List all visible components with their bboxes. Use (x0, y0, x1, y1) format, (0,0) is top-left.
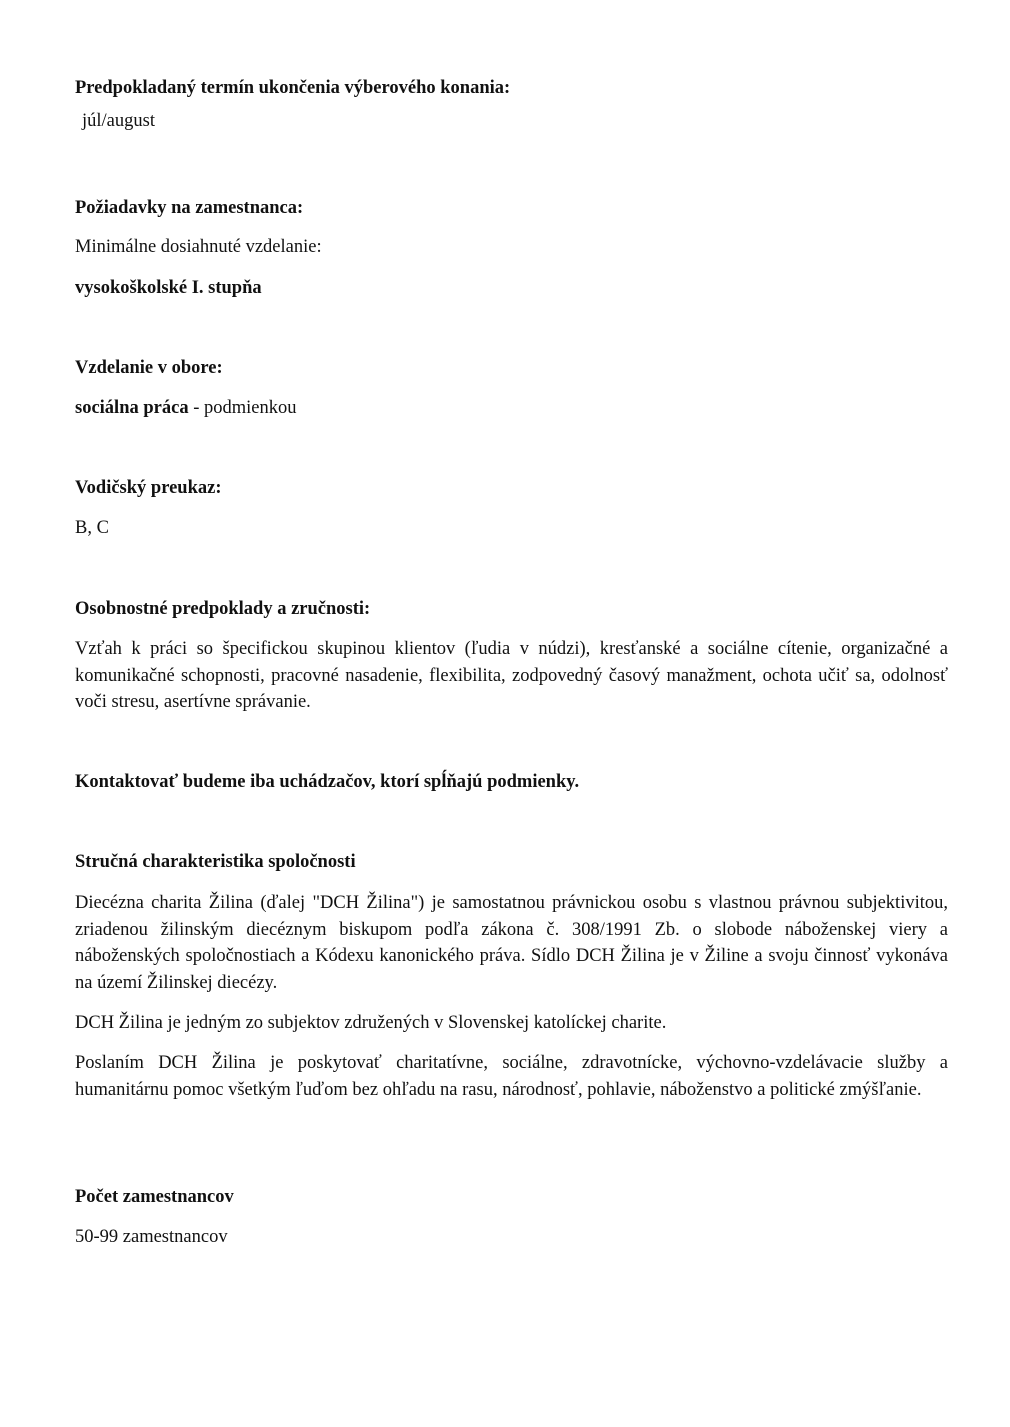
field-of-study-bold: sociálna práca (75, 398, 189, 418)
company-heading: Stručná charakteristika spoločnosti (75, 852, 356, 872)
field-of-study-rest: - podmienkou (188, 398, 297, 418)
driving-license-heading: Vodičský preukaz: (75, 478, 222, 498)
employees-heading: Počet zamestnancov (75, 1187, 234, 1207)
company-paragraph-2: DCH Žilina je jedným zo subjektov združených v Slovenskej katolíckej charite. (75, 1013, 667, 1033)
company-paragraph-3: Poslaním DCH Žilina je poskytovať charitatívne, sociálne, zdravotnícke, výchovno-vzdelávacie služby a humanitárnu pomoc všetkým ľuďom bez ohľadu na rasu, národnosť, pohlavie, náboženstvo a politické zmýšľanie. (75, 1053, 948, 1100)
personal-skills-heading: Osobnostné predpoklady a zručnosti: (75, 599, 371, 619)
deadline-heading: Predpokladaný termín ukončenia výberového konania: (75, 78, 511, 98)
employees-value: 50-99 zamestnancov (75, 1227, 228, 1247)
field-of-study-value (75, 395, 948, 422)
personal-skills-text: Vzťah k práci so špecifickou skupinou klientov (ľudia v núdzi), kresťanské a sociálne cítenie, organizačné a komunikačné schopnosti, pracovné nasadenie, flexibilita, zodpovedný časový manažment, ochota učiť sa, odolnosť voči stresu, asertívne správanie. (75, 639, 948, 712)
driving-license-value: B, C (75, 518, 109, 538)
deadline-value: júl/august (82, 111, 155, 131)
company-paragraph-1: Diecézna charita Žilina (ďalej "DCH Žilina") je samostatnou právnickou osobu s vlastnou právnou subjektivitou, zriadenou žilinským diecéznym biskupom podľa zákona č. 308/1991 Zb. o slobode náboženskej viery a náboženských spoločnostiach a Kódexu kanonického práva. Sídlo DCH Žilina je v Žiline a svoju činnosť vykonáva na území Žilinskej diecézy. (75, 893, 948, 993)
education-label: Minimálne dosiahnuté vzdelanie: (75, 237, 322, 257)
requirements-heading: Požiadavky na zamestnanca: (75, 198, 304, 218)
education-value: vysokoškolské I. stupňa (75, 278, 262, 298)
field-of-study-heading: Vzdelanie v obore: (75, 358, 223, 378)
contact-note: Kontaktovať budeme iba uchádzačov, ktorí spĺňajú podmienky. (75, 772, 580, 792)
